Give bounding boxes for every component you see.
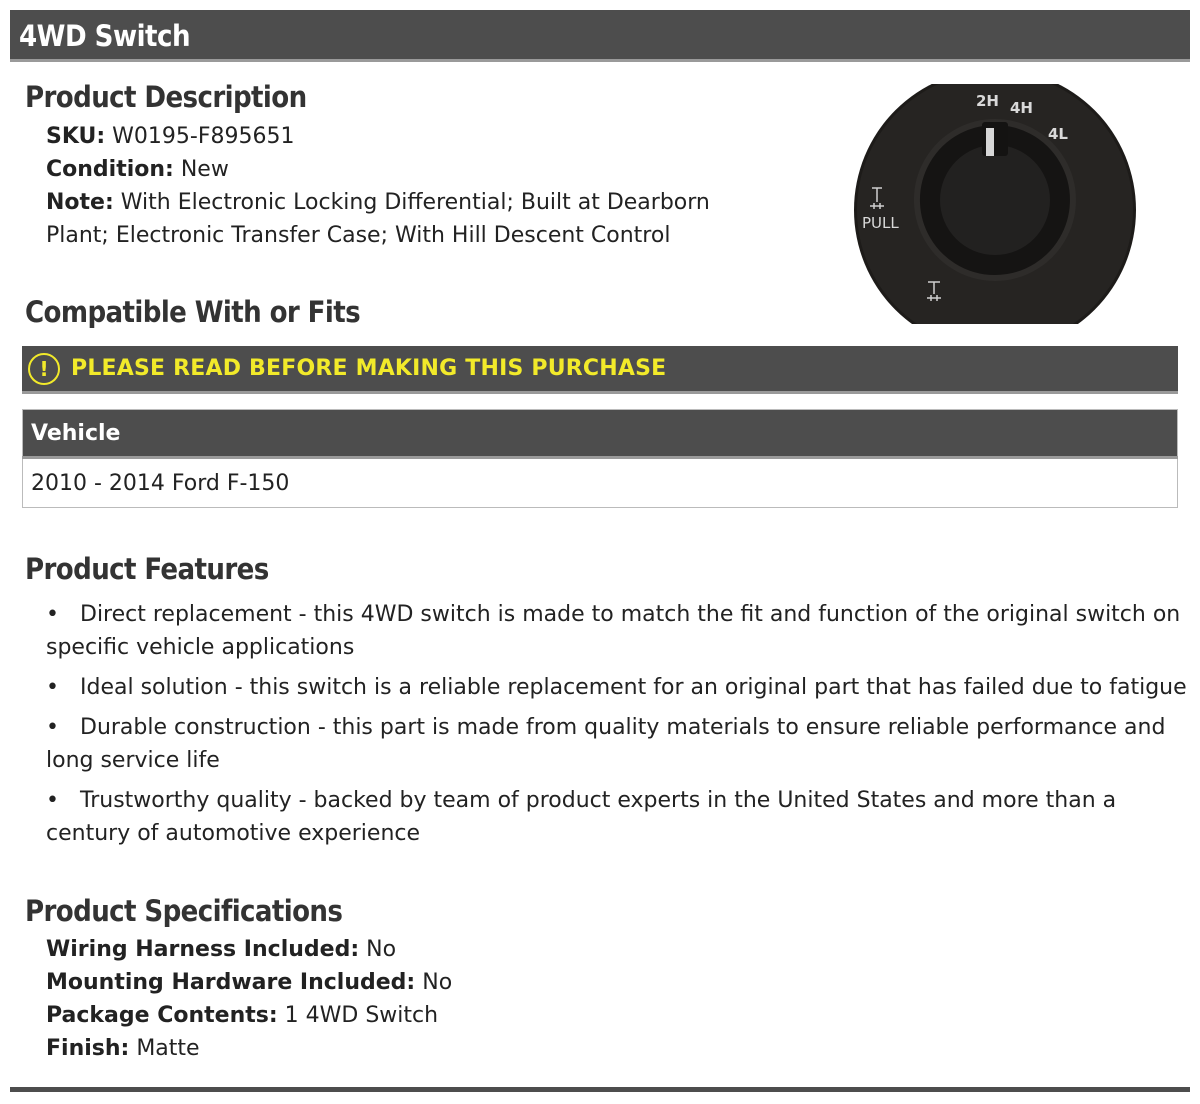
specifications-list [46, 933, 746, 1065]
label-4h: 4H [1010, 99, 1033, 117]
list-item: • Ideal solution - this switch is a reliable replacement for an original part that has failed due to fatigue [46, 671, 1196, 704]
label-4l: 4L [1048, 125, 1068, 143]
bottom-divider [10, 1087, 1190, 1092]
list-item: • Trustworthy quality - backed by team of product experts in the United States and more than a century of automotive experience [46, 784, 1196, 850]
sku-line: SKU: W0195-F895651 [46, 124, 295, 149]
label-2h: 2H [976, 92, 999, 110]
switch-indicator [986, 128, 994, 156]
page-title-bar [10, 10, 1190, 62]
bullet: • [46, 675, 59, 700]
note-value: With Electronic Locking Differential; Built at Dearborn Plant; Electronic Transfer Case; With Hill Descent Control [46, 190, 710, 248]
bullet: • [46, 602, 59, 627]
vehicle-cell: 2010 - 2014 Ford F-150 [31, 470, 290, 496]
sku-value: W0195-F895651 [112, 124, 295, 149]
bullet: • [46, 788, 59, 813]
product-description-heading: Product Description [25, 80, 307, 114]
table-row [23, 458, 1178, 508]
warning-text: PLEASE READ BEFORE MAKING THIS PURCHASE [71, 356, 667, 381]
condition-value: New [180, 157, 229, 182]
switch-knob-inner [940, 145, 1050, 255]
bullet: • [46, 715, 59, 740]
spec-row: Wiring Harness Included: No [46, 937, 397, 962]
purchase-warning-banner [22, 346, 1178, 394]
spec-row: Mounting Hardware Included: No [46, 970, 453, 995]
list-item: • Durable construction - this part is made from quality materials to ensure reliable performance and long service life [46, 711, 1196, 777]
warning-icon: ! [28, 353, 60, 385]
condition-line: Condition: New [46, 157, 229, 182]
spec-row: Finish: Matte [46, 1036, 200, 1061]
vehicle-table [22, 409, 1178, 508]
page-title: 4WD Switch [19, 19, 191, 53]
list-item: • Direct replacement - this 4WD switch is made to match the fit and function of the original switch on specific vehicle applications [46, 598, 1196, 664]
product-features-heading: Product Features [25, 552, 269, 586]
features-list [46, 598, 1196, 857]
compatible-heading: Compatible With or Fits [25, 295, 361, 329]
label-pull: PULL [862, 214, 899, 232]
product-specifications-heading: Product Specifications [25, 894, 343, 928]
product-description [46, 120, 736, 252]
note-line: Note: With Electronic Locking Differential; Built at Dearborn Plant; Electronic Transfer Case; With Hill Descent Control [46, 190, 710, 248]
4wd-switch-product-image [850, 84, 1180, 324]
vehicle-column-header: Vehicle [23, 410, 1178, 458]
spec-row: Package Contents: 1 4WD Switch [46, 1003, 439, 1028]
